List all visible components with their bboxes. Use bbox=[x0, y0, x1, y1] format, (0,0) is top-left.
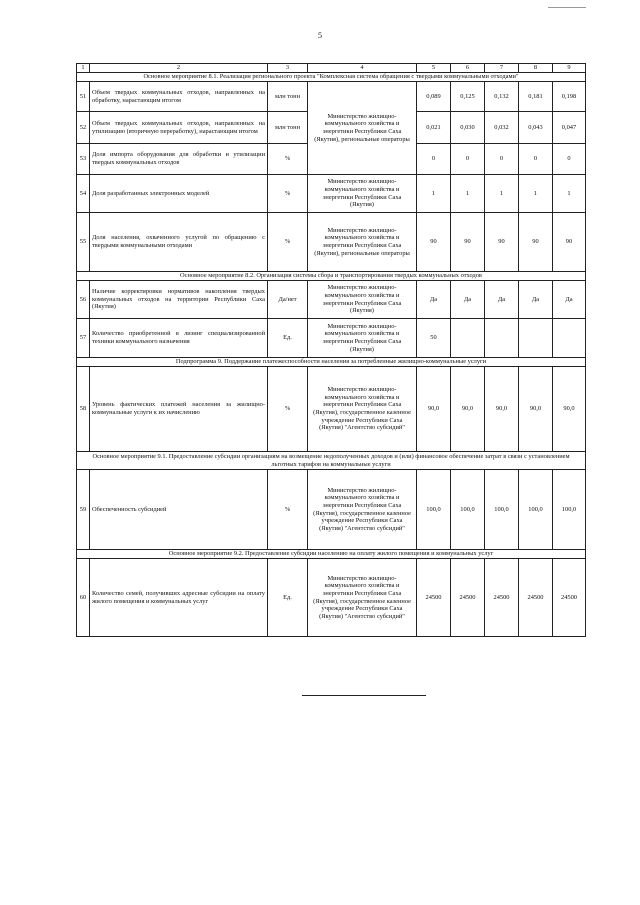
value-cell: 90 bbox=[451, 213, 485, 272]
page-number: 5 bbox=[318, 31, 322, 40]
table-row bbox=[77, 82, 586, 112]
row-number: 57 bbox=[77, 319, 90, 358]
section-row bbox=[77, 272, 586, 281]
unit: млн тонн bbox=[268, 112, 308, 144]
indicator-name: Уровень фактических платежей населения за жилищно-коммунальные услуги к их начислению bbox=[90, 367, 268, 452]
responsible-org: Министерство жилищно-коммунального хозяйства и энергетики Республики Саха (Якутия), государственное казенное учреждение Республики Саха (Якутия) "Агентство субсидий" bbox=[308, 470, 417, 550]
responsible-org: Министерство жилищно-коммунального хозяйства и энергетики Республики Саха (Якутия) bbox=[308, 281, 417, 319]
indicator-name: Наличие корректировки нормативов накопления твердых коммунальных отходов на территории Республики Саха (Якутия) bbox=[90, 281, 268, 319]
value-cell: 24500 bbox=[417, 559, 451, 637]
value-cell: 100,0 bbox=[553, 470, 586, 550]
responsible-org: Министерство жилищно-коммунального хозяйства и энергетики Республики Саха (Якутия), государственное казенное учреждение Республики Саха (Якутия) "Агентство субсидий" bbox=[308, 367, 417, 452]
table-row bbox=[77, 281, 586, 319]
value-cell: Да bbox=[451, 281, 485, 319]
indicator-name: Объем твердых коммунальных отходов, направленных на обработку, нарастающим итогом bbox=[90, 82, 268, 112]
value-cell: 1 bbox=[451, 175, 485, 213]
value-cell: 0,043 bbox=[519, 112, 553, 144]
table-row bbox=[77, 175, 586, 213]
unit: Ед. bbox=[268, 559, 308, 637]
section-title: Основное мероприятие 8.2. Организация системы сбора и транспортирования твердых коммунальных отходов bbox=[77, 272, 586, 281]
unit: млн тонн bbox=[268, 82, 308, 112]
value-cell bbox=[451, 319, 485, 358]
value-cell: 0,032 bbox=[485, 112, 519, 144]
row-number: 55 bbox=[77, 213, 90, 272]
row-number: 54 bbox=[77, 175, 90, 213]
row-number: 59 bbox=[77, 470, 90, 550]
value-cell: 24500 bbox=[485, 559, 519, 637]
column-header: 3 bbox=[268, 64, 308, 73]
table-row bbox=[77, 319, 586, 358]
section-title: Основное мероприятие 9.1. Предоставление субсидии организациям на возмещение недополученных доходов и (или) финансовое обеспечение затрат в связи с установлением льготных тарифов на коммунальные услуги bbox=[77, 452, 586, 470]
value-cell: 100,0 bbox=[519, 470, 553, 550]
value-cell: Да bbox=[553, 281, 586, 319]
section-title: Подпрограмма 9. Поддержание платежеспособности населения за потребленные жилищно-коммунальные услуги bbox=[77, 358, 586, 367]
value-cell: 90 bbox=[485, 213, 519, 272]
value-cell: 0,181 bbox=[519, 82, 553, 112]
section-row bbox=[77, 452, 586, 470]
column-header: 1 bbox=[77, 64, 90, 73]
unit: % bbox=[268, 367, 308, 452]
column-header: 7 bbox=[485, 64, 519, 73]
indicator-name: Доля населения, охваченного услугой по обращению с твердыми коммунальными отходами bbox=[90, 213, 268, 272]
responsible-org: Министерство жилищно-коммунального хозяйства и энергетики Республики Саха (Якутия) bbox=[308, 319, 417, 358]
value-cell: 90,0 bbox=[417, 367, 451, 452]
value-cell: Да bbox=[417, 281, 451, 319]
value-cell: 24500 bbox=[553, 559, 586, 637]
indicator-name: Доля разработанных электронных моделей bbox=[90, 175, 268, 213]
value-cell: 0,030 bbox=[451, 112, 485, 144]
table-row bbox=[77, 367, 586, 452]
row-number: 51 bbox=[77, 82, 90, 112]
column-header: 8 bbox=[519, 64, 553, 73]
responsible-org: Министерство жилищно-коммунального хозяйства и энергетики Республики Саха (Якутия), государственное казенное учреждение Республики Саха (Якутия) "Агентство субсидий" bbox=[308, 559, 417, 637]
row-number: 60 bbox=[77, 559, 90, 637]
value-cell: Да bbox=[519, 281, 553, 319]
column-header: 5 bbox=[417, 64, 451, 73]
column-header: 2 bbox=[90, 64, 268, 73]
unit: % bbox=[268, 144, 308, 175]
value-cell bbox=[553, 319, 586, 358]
responsible-org: Министерство жилищно-коммунального хозяйства и энергетики Республики Саха (Якутия) bbox=[308, 175, 417, 213]
column-header: 6 bbox=[451, 64, 485, 73]
value-cell: 100,0 bbox=[451, 470, 485, 550]
row-number: 53 bbox=[77, 144, 90, 175]
responsible-org: Министерство жилищно-коммунального хозяйства и энергетики Республики Саха (Якутия), региональные операторы bbox=[308, 82, 417, 175]
row-number: 58 bbox=[77, 367, 90, 452]
value-cell: 100,0 bbox=[485, 470, 519, 550]
value-cell: 0,047 bbox=[553, 112, 586, 144]
indicator-name: Обеспеченность субсидией bbox=[90, 470, 268, 550]
indicators-table bbox=[76, 63, 586, 637]
value-cell: 90 bbox=[519, 213, 553, 272]
section-title: Основное мероприятие 9.2. Предоставление субсидии населению на оплату жилого помещения и коммунальных услуг bbox=[77, 550, 586, 559]
value-cell: 90,0 bbox=[519, 367, 553, 452]
value-cell: 90,0 bbox=[553, 367, 586, 452]
section-row bbox=[77, 358, 586, 367]
section-row bbox=[77, 550, 586, 559]
value-cell: Да bbox=[485, 281, 519, 319]
value-cell: 1 bbox=[553, 175, 586, 213]
value-cell: 0,125 bbox=[451, 82, 485, 112]
value-cell: 90,0 bbox=[485, 367, 519, 452]
value-cell: 0 bbox=[417, 144, 451, 175]
value-cell: 90 bbox=[553, 213, 586, 272]
unit: Да/нет bbox=[268, 281, 308, 319]
unit: % bbox=[268, 175, 308, 213]
value-cell: 90 bbox=[417, 213, 451, 272]
closing-line bbox=[302, 695, 426, 696]
responsible-org: Министерство жилищно-коммунального хозяйства и энергетики Республики Саха (Якутия), региональные операторы bbox=[308, 213, 417, 272]
section-row bbox=[77, 73, 586, 82]
value-cell: 50 bbox=[417, 319, 451, 358]
indicator-name: Объем твердых коммунальных отходов, направленных на утилизацию (вторичную переработку), нарастающим итогом bbox=[90, 112, 268, 144]
column-header: 9 bbox=[553, 64, 586, 73]
value-cell: 0 bbox=[553, 144, 586, 175]
value-cell bbox=[485, 319, 519, 358]
row-number: 52 bbox=[77, 112, 90, 144]
value-cell: 100,0 bbox=[417, 470, 451, 550]
table-row bbox=[77, 213, 586, 272]
indicator-name: Количество семей, получивших адресные субсидии на оплату жилого помещения и коммунальных услуг bbox=[90, 559, 268, 637]
value-cell: 0,132 bbox=[485, 82, 519, 112]
unit: Ед. bbox=[268, 319, 308, 358]
value-cell: 1 bbox=[417, 175, 451, 213]
value-cell: 0,021 bbox=[417, 112, 451, 144]
scan-mark bbox=[548, 7, 586, 8]
header-row bbox=[77, 64, 586, 73]
unit: % bbox=[268, 470, 308, 550]
value-cell: 90,0 bbox=[451, 367, 485, 452]
value-cell: 1 bbox=[485, 175, 519, 213]
table-row bbox=[77, 559, 586, 637]
value-cell bbox=[519, 319, 553, 358]
value-cell: 0,089 bbox=[417, 82, 451, 112]
value-cell: 0 bbox=[485, 144, 519, 175]
value-cell: 1 bbox=[519, 175, 553, 213]
value-cell: 0 bbox=[451, 144, 485, 175]
value-cell: 24500 bbox=[451, 559, 485, 637]
table-row bbox=[77, 470, 586, 550]
section-title: Основное мероприятие 8.1. Реализация регионального проекта "Комплексная система обращения с твердыми коммунальными отходами" bbox=[77, 73, 586, 82]
value-cell: 0,198 bbox=[553, 82, 586, 112]
indicator-name: Доля импорта оборудования для обработки и утилизации твердых коммунальных отходов bbox=[90, 144, 268, 175]
value-cell: 0 bbox=[519, 144, 553, 175]
unit: % bbox=[268, 213, 308, 272]
value-cell: 24500 bbox=[519, 559, 553, 637]
column-header: 4 bbox=[308, 64, 417, 73]
row-number: 56 bbox=[77, 281, 90, 319]
indicator-name: Количество приобретенной в лизинг специализированной техники коммунального назначения bbox=[90, 319, 268, 358]
